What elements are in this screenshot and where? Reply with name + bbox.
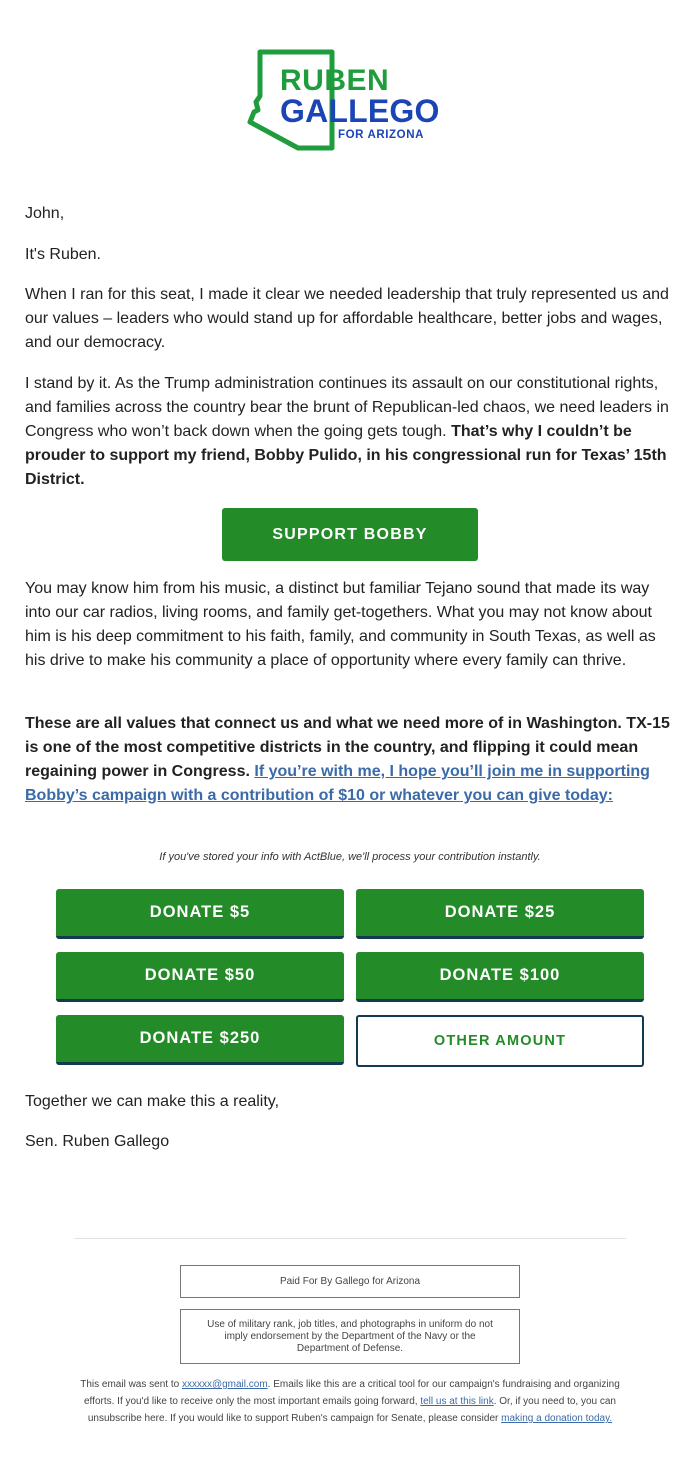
other-amount-button[interactable]: OTHER AMOUNT — [356, 1015, 644, 1067]
closing-line: Together we can make this a reality, — [25, 1093, 280, 1110]
sent-to-prefix: This email was sent to — [80, 1379, 180, 1390]
paragraph-2 — [25, 372, 677, 492]
paid-for-box — [180, 1265, 520, 1298]
donate-50-button[interactable]: DONATE $50 — [56, 952, 344, 1002]
logo-first-name: RUBEN — [280, 64, 390, 97]
paragraph-4 — [25, 712, 677, 808]
paragraph-2-text: I stand by it. As the Trump administration continues its assault on our constitutional rights, and families across the country bear the brunt of Republican-led chaos, we need leaders in Congress who won’t back down when the going gets tough. — [25, 375, 669, 440]
sent-to-rest: . Emails like this are a critical tool for our campaign's fundraising and organizing efforts. If you'd like to receive only the most important emails going forward, — [84, 1379, 620, 1407]
disclaimer-box — [180, 1309, 520, 1364]
recipient-email-link[interactable]: xxxxxx@gmail.com — [181, 1379, 268, 1390]
footer-text — [70, 1376, 630, 1427]
donate-25-button[interactable]: DONATE $25 — [356, 889, 644, 939]
contribution-link[interactable]: If you’re with me, I hope you’ll join me in supporting Bobby’s campaign with a contribution of $10 or whatever you can give today: — [25, 763, 650, 804]
paragraph-2-bold: That’s why I couldn’t be prouder to support my friend, Bobby Pulido, in his congressional run for Texas’ 15th District. — [25, 423, 667, 488]
footer-divider — [74, 1238, 626, 1239]
actblue-note: If you've stored your info with ActBlue, we'll process your contribution instantly. — [159, 851, 541, 863]
paragraph-3: You may know him from his music, a distinct but familiar Tejano sound that made its way into our car radios, living rooms, and family get-togethers. What you may not know about him is his deep commitment to his faith, family, and community in South Texas, as well as his drive to make his community a place of opportunity where every family can thrive. — [25, 580, 656, 669]
logo-last-name: GALLEGO — [280, 93, 440, 129]
donation-link[interactable]: making a donation today. — [501, 1413, 613, 1424]
signature: Sen. Ruben Gallego — [25, 1133, 170, 1150]
paid-for-text: Paid For By Gallego for Arizona — [279, 1276, 421, 1287]
support-bobby-button[interactable]: SUPPORT BOBBY — [222, 508, 478, 561]
donate-5-button[interactable]: DONATE $5 — [56, 889, 344, 939]
paragraph-4-bold: These are all values that connect us and what we need more of in Washington. TX-15 is one of the most competitive districts in the country, and flipping it could mean regaining power in Congress. — [25, 715, 670, 780]
logo-subtitle: FOR ARIZONA — [338, 129, 425, 141]
unsubscribe-text: . Or, if you need to, you can unsubscribe here. If you would like to support Ruben's campaign for Senate, please consider — [87, 1396, 616, 1424]
tell-us-link[interactable]: tell us at this link — [420, 1396, 494, 1407]
paragraph-1: When I ran for this seat, I made it clear we needed leadership that truly represented us and our values – leaders who would stand up for affordable healthcare, better jobs and wages, and our democracy. — [25, 286, 669, 351]
greeting: John, — [25, 205, 65, 222]
donate-100-button[interactable]: DONATE $100 — [356, 952, 644, 1002]
logo-wordmark — [280, 66, 440, 142]
donate-250-button[interactable]: DONATE $250 — [56, 1015, 344, 1065]
disclaimer-text: Use of military rank, job titles, and photographs in uniform do not imply endorsement by the Department of the Navy or the Department of Defense. — [207, 1318, 493, 1354]
intro-line: It's Ruben. — [25, 246, 101, 263]
campaign-logo — [246, 48, 446, 152]
